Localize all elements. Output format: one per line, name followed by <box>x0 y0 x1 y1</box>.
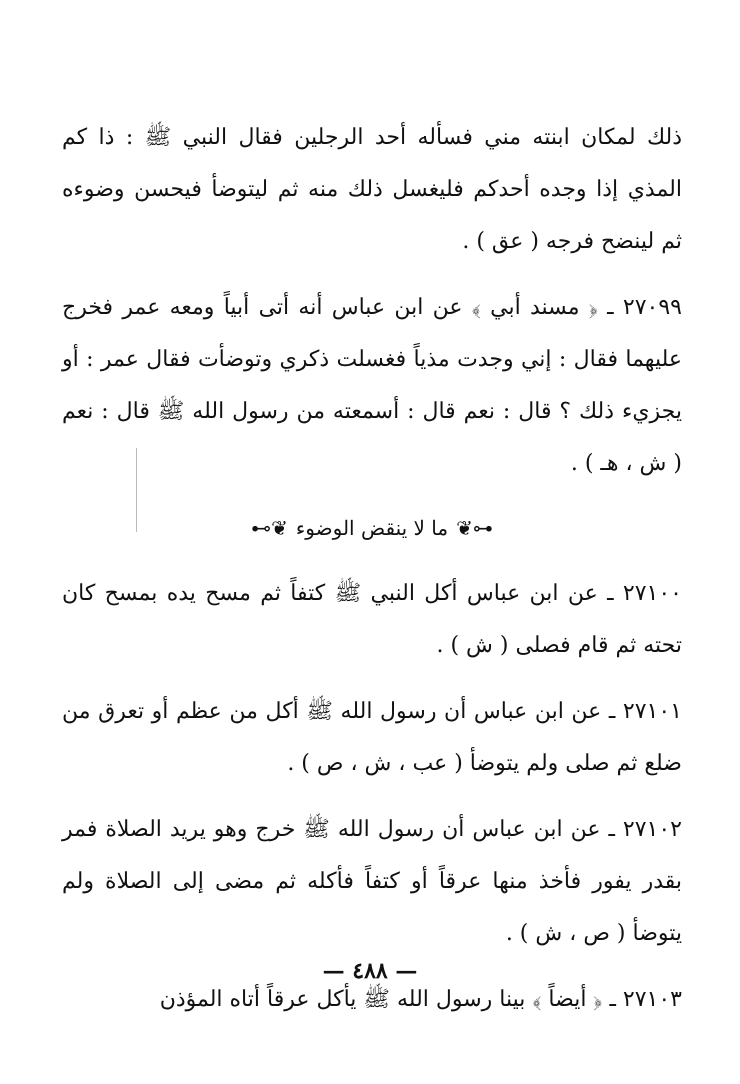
ornament-right-icon: ❦⊶ <box>251 516 288 540</box>
folio-dash-icon: — <box>395 958 418 984</box>
hadith-27103: ٢٧١٠٣ ـ ﴿ أيضاً ﴾ بينا رسول الله ﷺ يأكل عرقاً أتاه المؤذن <box>159 987 682 1012</box>
page-number-value: ٤٨٨ <box>352 958 388 984</box>
page-body <box>62 112 682 1026</box>
hadith-27102: ٢٧١٠٢ ـ عن ابن عباس أن رسول الله ﷺ خرج وهو يريد الصلاة فمر بقدر يفور فأخذ منها عرقاً أو كتفاً فأكله ثم مضى إلى الصلاة ولم يتوضأ ( ص ، ش ) . <box>62 817 682 946</box>
hadith-27101: ٢٧١٠١ ـ عن ابن عباس أن رسول الله ﷺ أكل من عظم أو تعرق من ضلع ثم صلى ولم يتوضأ ( عب ، ش ، ص ) . <box>62 699 682 776</box>
ornament-left-icon: ⊷❦ <box>456 516 493 540</box>
hadith-27099: ٢٧٠٩٩ ـ ﴿ مسند أبي ﴾ عن ابن عباس أنه أتى أبياً ومعه عمر فخرج عليهما فقال : إني وجدت مذياً فغسلت ذكري وتوضأت فقال عمر : أو يجزيء ذلك ؟ قال : نعم قال : أسمعته من رسول الله ﷺ قال : نعم ( ش ، هـ ) . <box>62 295 682 476</box>
section-heading-text: ما لا ينقض الوضوء <box>295 516 449 540</box>
page-number <box>0 958 740 984</box>
paragraph-continuation: ذلك لمكان ابنته مني فسأله أحد الرجلين فقال النبي ﷺ : ذا كم المذي إذا وجده أحدكم فليغسل ذلك منه ثم ليتوضأ فيحسن وضوءه ثم لينضح فرجه ( عق ) . <box>62 125 682 254</box>
folio-dash-icon: — <box>322 958 345 984</box>
hadith-27100: ٢٧١٠٠ ـ عن ابن عباس أكل النبي ﷺ كتفاً ثم مسح يده بمسح كان تحته ثم قام فصلى ( ش ) . <box>62 581 682 658</box>
section-heading <box>62 508 682 548</box>
